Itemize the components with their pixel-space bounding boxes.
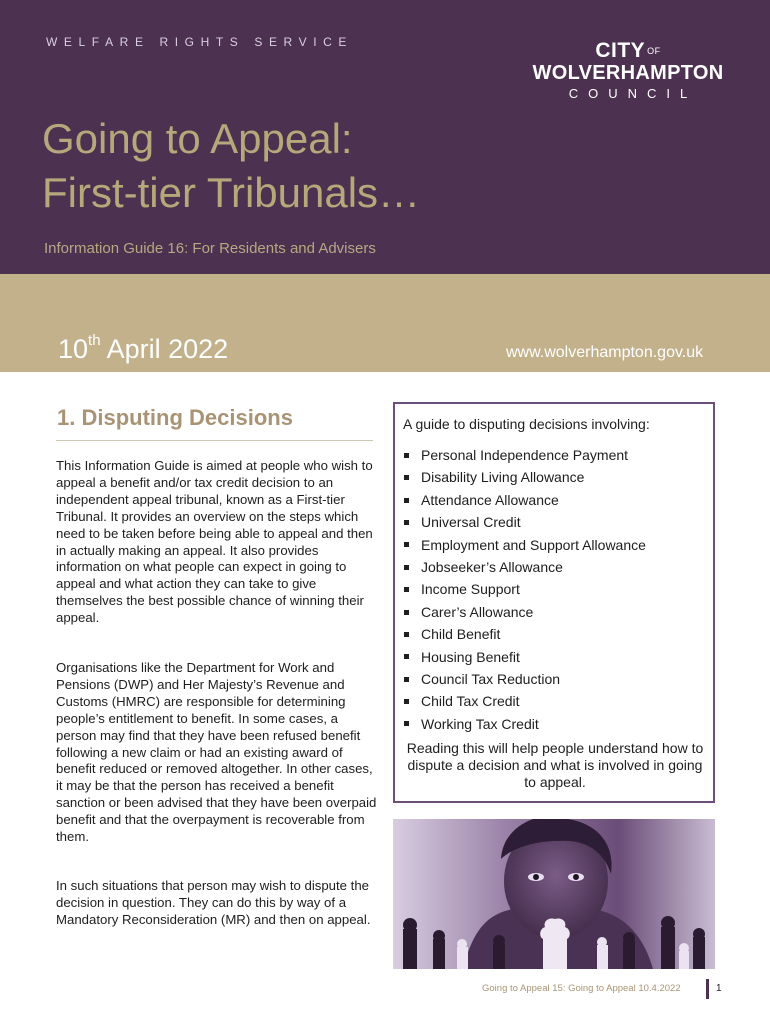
list-item (403, 690, 646, 712)
service-name: WELFARE RIGHTS SERVICE (46, 35, 354, 49)
logo-name: WOLVERHAMPTON (532, 62, 724, 84)
list-item-label: Income Support (421, 581, 520, 598)
date-suffix: th (88, 332, 101, 349)
list-item-label: Carer’s Allowance (421, 603, 534, 620)
square-bullet-icon (404, 677, 409, 682)
list-item-label: Housing Benefit (421, 648, 520, 665)
list-item-label: Personal Independence Payment (421, 447, 629, 463)
list-item-label: Child Benefit (421, 626, 501, 643)
list-item-label: Council Tax Reduction (421, 670, 561, 687)
list-item-label: Disability Living Allowance (421, 469, 585, 486)
list-item (403, 713, 646, 735)
square-bullet-icon (404, 542, 409, 547)
square-bullet-icon (404, 632, 409, 637)
date-rest: April 2022 (100, 334, 229, 364)
paragraph-organisations: Organisations like the Department for Work and Pensions (DWP) and Her Majesty’s Revenue and Customs (HMRC) are responsible for determining people’s entitlement to benefit. In some cases, a person may find that they have been refused benefit following a new claim or had an existing award of benefit reduced or removed altogether. In other cases, it may be that the person has received a benefit sanction or been advised that they have been overpaid benefit and that the overpayment is recoverable from them. (56, 660, 377, 845)
logo-city-text: CITY (595, 39, 646, 62)
heading-divider (56, 440, 373, 441)
footer-text: Going to Appeal 15: Going to Appeal 10.4.2022 (482, 983, 681, 994)
publication-date (58, 334, 228, 365)
list-item (403, 489, 646, 511)
date-band (0, 274, 770, 372)
list-item (403, 668, 646, 690)
box-outro: Reading this will help people understand how to dispute a decision and what is involved in going to appeal. (406, 740, 704, 790)
list-item-label: Employment and Support Allowance (421, 536, 646, 553)
list-item (403, 444, 646, 466)
document-subtitle: Information Guide 16: For Residents and Advisers (44, 240, 376, 257)
chess-photo (393, 819, 715, 969)
list-item-label: Attendance Allowance (421, 491, 559, 508)
council-logo (518, 40, 738, 104)
benefits-list (403, 444, 646, 735)
square-bullet-icon (404, 475, 409, 480)
paragraph-situations: In such situations that person may wish to dispute the decision in question. They can do this by way of a Mandatory Reconsideration (MR) and then on appeal. (56, 878, 371, 927)
title-line-2: First-tier Tribunals… (42, 169, 421, 216)
list-item-label: Jobseeker’s Allowance (421, 558, 563, 575)
square-bullet-icon (404, 498, 409, 503)
square-bullet-icon (404, 699, 409, 704)
list-item (403, 601, 646, 623)
logo-council: COUNCIL (568, 86, 698, 101)
square-bullet-icon (404, 565, 409, 570)
list-item-label: Universal Credit (421, 514, 521, 531)
chess-child-image (393, 819, 715, 969)
logo-of: OF (647, 46, 661, 56)
list-item-label: Working Tax Credit (421, 715, 539, 732)
box-intro: A guide to disputing decisions involving: (403, 416, 650, 432)
square-bullet-icon (404, 721, 409, 726)
list-item (403, 623, 646, 645)
page-number: 1 (716, 983, 722, 994)
square-bullet-icon (404, 654, 409, 659)
website-url[interactable]: www.wolverhampton.gov.uk (506, 344, 704, 361)
list-item (403, 534, 646, 556)
logo-city (518, 40, 738, 62)
list-item (403, 466, 646, 488)
paragraph-intro: This Information Guide is aimed at people who wish to appeal a benefit and/or tax credit decision to an independent appeal tribunal, known as a First-tier Tribunal. It provides an overview on the steps which need to be taken before being able to appeal and then in actually making an appeal. It also provides information on what people can expect in going to appeal and what action they can take to give themselves the best possible chance of winning their appeal. (56, 458, 373, 626)
square-bullet-icon (404, 610, 409, 615)
document-title (42, 112, 420, 220)
section-heading: 1. Disputing Decisions (57, 405, 293, 430)
square-bullet-icon (404, 587, 409, 592)
title-line-1: Going to Appeal: (42, 115, 353, 162)
footer-divider (706, 979, 709, 999)
list-item (403, 511, 646, 533)
date-day: 10 (58, 334, 89, 364)
benefits-box (393, 402, 715, 803)
list-item (403, 578, 646, 600)
list-item (403, 646, 646, 668)
square-bullet-icon (404, 520, 409, 525)
list-item-label: Child Tax Credit (421, 693, 520, 710)
header-banner (0, 0, 770, 274)
square-bullet-icon (404, 453, 409, 458)
list-item (403, 556, 646, 578)
